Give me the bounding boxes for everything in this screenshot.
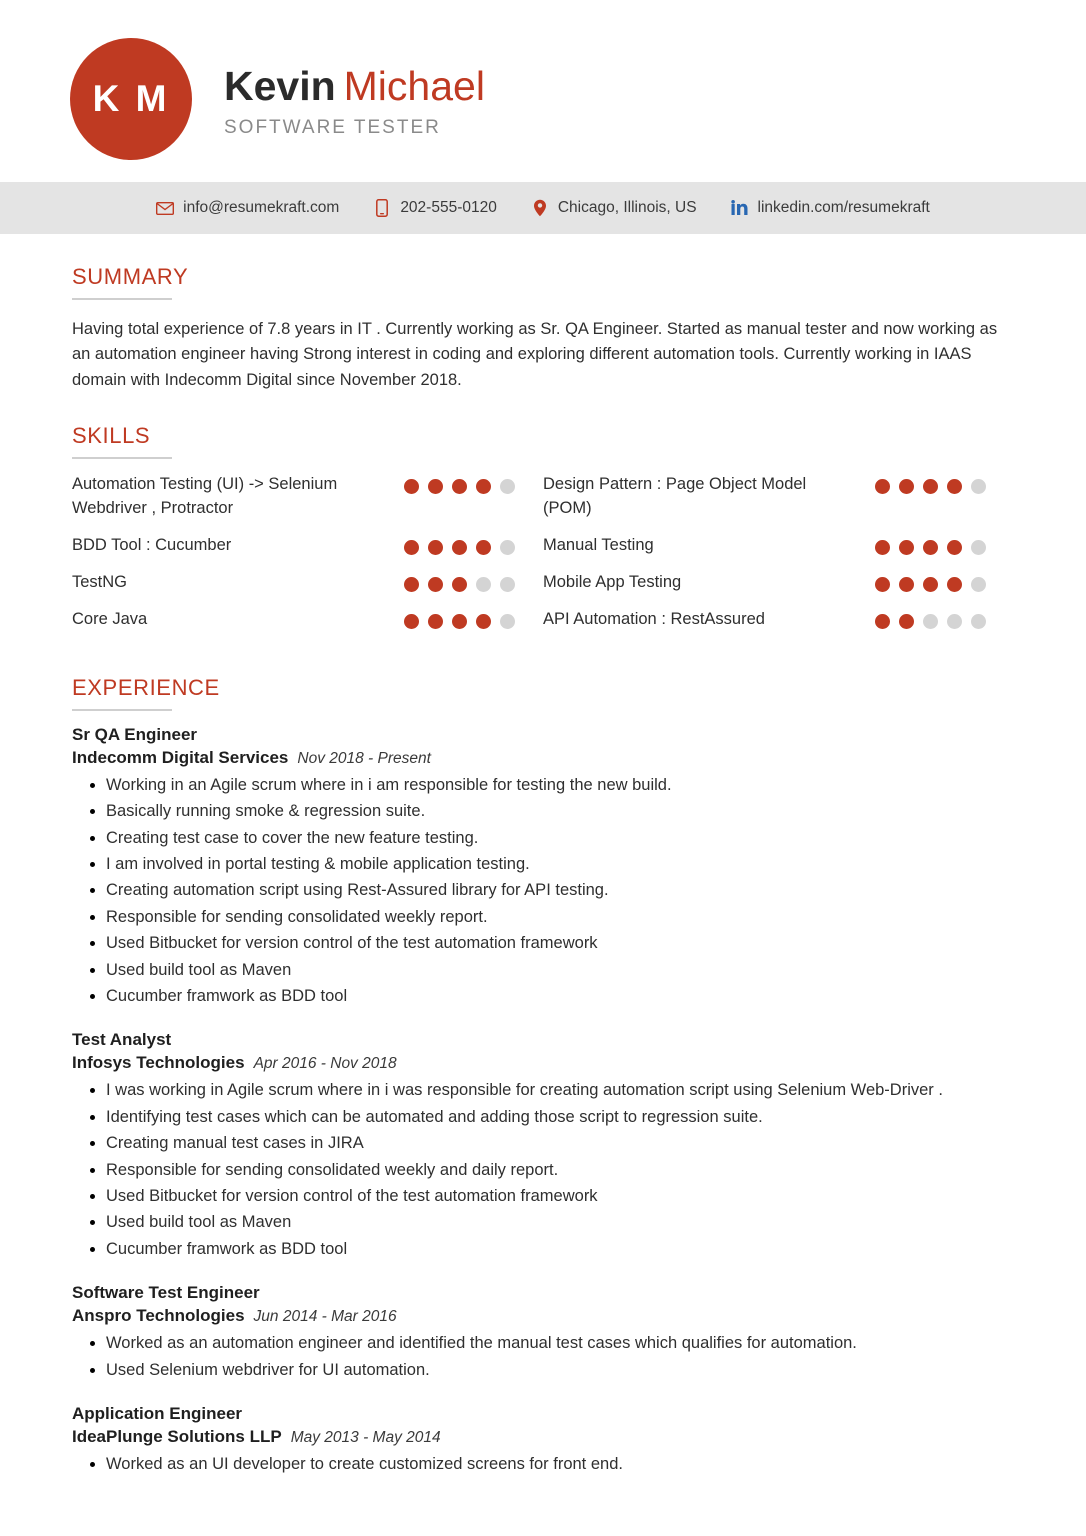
job-bullet: • I am involved in portal testing & mobile application testing. — [106, 852, 1014, 876]
rating-dot — [428, 614, 443, 629]
rating-dot — [452, 577, 467, 592]
rating-dot — [404, 614, 419, 629]
job-bullets — [72, 1331, 1014, 1382]
resume-header — [0, 0, 1086, 182]
skill-rating — [875, 473, 986, 494]
experience-item — [72, 1404, 1014, 1476]
contact-phone-text: 202-555-0120 — [400, 199, 497, 216]
location-pin-icon — [531, 199, 549, 217]
job-bullet: • Basically running smoke & regression suite. — [106, 799, 1014, 823]
rating-dot — [875, 614, 890, 629]
job-bullet: • Cucumber framwork as BDD tool — [106, 1237, 1014, 1261]
rating-dot — [971, 540, 986, 555]
job-bullet: • Identifying test cases which can be automated and adding those script to regression suite. — [106, 1105, 1014, 1129]
job-bullet: • Used build tool as Maven — [106, 958, 1014, 982]
job-bullet: • Creating automation script using Rest-Assured library for API testing. — [106, 878, 1014, 902]
job-bullets — [72, 773, 1014, 1009]
skill-row — [543, 608, 1014, 632]
resume-body — [0, 264, 1086, 1477]
experience-item — [72, 1283, 1014, 1382]
rating-dot — [971, 614, 986, 629]
rating-dot — [947, 614, 962, 629]
first-name: Kevin — [224, 63, 336, 110]
rating-dot — [947, 479, 962, 494]
job-company: IdeaPlunge Solutions LLP — [72, 1427, 282, 1447]
rating-dot — [404, 479, 419, 494]
rating-dot — [452, 540, 467, 555]
skill-rating — [875, 571, 986, 592]
rating-dot — [428, 540, 443, 555]
job-bullets — [72, 1078, 1014, 1261]
skill-name: BDD Tool : Cucumber — [72, 536, 232, 555]
rating-dot — [875, 577, 890, 592]
rating-dot — [428, 479, 443, 494]
experience-heading: EXPERIENCE — [72, 674, 220, 700]
job-meta — [72, 1306, 1014, 1326]
skills-divider — [72, 457, 172, 459]
rating-dot — [923, 479, 938, 494]
skill-row — [72, 571, 543, 595]
summary-heading: SUMMARY — [72, 264, 189, 289]
job-bullet: • Used Bitbucket for version control of the test automation framework — [106, 931, 1014, 955]
job-role: Test Analyst — [72, 1030, 172, 1050]
job-role: Sr QA Engineer — [72, 724, 198, 744]
section-experience — [72, 675, 1014, 1477]
email-icon — [156, 199, 174, 217]
rating-dot — [500, 479, 515, 494]
rating-dot — [899, 479, 914, 494]
job-dates: Jun 2014 - Mar 2016 — [253, 1308, 397, 1326]
rating-dot — [500, 614, 515, 629]
job-bullet: • I was working in Agile scrum where in i was responsible for creating automation script using Selenium Web-Driver . — [106, 1078, 1014, 1102]
job-bullet: • Used Selenium webdriver for UI automation. — [106, 1358, 1014, 1382]
rating-dot — [452, 479, 467, 494]
job-bullet: • Responsible for sending consolidated weekly report. — [106, 905, 1014, 929]
rating-dot — [476, 479, 491, 494]
skills-column-right — [543, 473, 1014, 645]
rating-dot — [923, 577, 938, 592]
job-company: Infosys Technologies — [72, 1053, 245, 1073]
rating-dot — [899, 540, 914, 555]
contact-linkedin[interactable] — [731, 199, 930, 217]
contact-location-text: Chicago, Illinois, US — [557, 199, 697, 216]
job-company: Indecomm Digital Services — [72, 747, 289, 767]
job-bullet: • Cucumber framwork as BDD tool — [106, 984, 1014, 1008]
skill-rating — [404, 608, 515, 629]
job-bullet: • Worked as an automation engineer and identified the manual test cases which qualifies for automation. — [106, 1331, 1014, 1355]
skill-row — [72, 534, 543, 558]
last-name: Michael — [343, 63, 485, 110]
job-dates: Apr 2016 - Nov 2018 — [253, 1055, 397, 1073]
skill-name: Automation Testing (UI) -> Selenium Webdriver , Protractor — [72, 475, 338, 518]
rating-dot — [923, 614, 938, 629]
rating-dot — [452, 614, 467, 629]
skill-name: Mobile App Testing — [543, 572, 682, 591]
contact-linkedin-text: linkedin.com/resumekraft — [757, 199, 930, 216]
job-bullet: • Used build tool as Maven — [106, 1210, 1014, 1234]
contact-location[interactable] — [531, 199, 697, 217]
rating-dot — [500, 577, 515, 592]
rating-dot — [428, 577, 443, 592]
skill-name: API Automation : RestAssured — [543, 609, 765, 628]
avatar: K M — [70, 38, 192, 160]
job-bullet: • Working in an Agile scrum where in i am responsible for testing the new build. — [106, 773, 1014, 797]
full-name — [224, 65, 485, 108]
job-bullets — [72, 1452, 1014, 1476]
skill-row — [543, 534, 1014, 558]
contact-bar — [0, 182, 1086, 234]
job-meta — [72, 1053, 1014, 1073]
skill-name: Manual Testing — [543, 536, 654, 555]
skill-row — [543, 571, 1014, 595]
job-role: Software Test Engineer — [72, 1283, 260, 1303]
job-bullet: • Worked as an UI developer to create customized screens for front end. — [106, 1452, 1014, 1476]
experience-divider — [72, 709, 172, 711]
skill-rating — [404, 473, 515, 494]
rating-dot — [476, 540, 491, 555]
rating-dot — [404, 540, 419, 555]
rating-dot — [899, 577, 914, 592]
experience-item — [72, 1030, 1014, 1261]
skills-heading: SKILLS — [72, 423, 151, 449]
job-role: Application Engineer — [72, 1404, 243, 1424]
job-company: Anspro Technologies — [72, 1306, 245, 1326]
skill-name: Design Pattern : Page Object Model (POM) — [543, 475, 807, 518]
contact-phone[interactable] — [373, 199, 497, 217]
skill-rating — [875, 534, 986, 555]
job-dates: Nov 2018 - Present — [297, 749, 431, 767]
rating-dot — [923, 540, 938, 555]
job-bullet: • Creating test case to cover the new feature testing. — [106, 826, 1014, 850]
rating-dot — [947, 577, 962, 592]
rating-dot — [899, 614, 914, 629]
skill-name: TestNG — [72, 572, 128, 591]
rating-dot — [476, 577, 491, 592]
rating-dot — [971, 479, 986, 494]
skill-name: Core Java — [72, 609, 148, 628]
skill-rating — [404, 534, 515, 555]
skill-rating — [404, 571, 515, 592]
job-bullet: • Creating manual test cases in JIRA — [106, 1131, 1014, 1155]
phone-icon — [373, 199, 391, 217]
summary-text: Having total experience of 7.8 years in IT . Currently working as Sr. QA Engineer. Started as manual tester and now working as an automation engineer having Strong interest in coding and exploring different automation tools. Currently working in IAAS domain with Indecomm Digital since November 2018. — [72, 319, 998, 389]
rating-dot — [971, 577, 986, 592]
skill-rating — [875, 608, 986, 629]
skill-row — [543, 473, 1014, 521]
job-meta — [72, 748, 1014, 768]
job-title: SOFTWARE TESTER — [224, 116, 441, 138]
rating-dot — [404, 577, 419, 592]
rating-dot — [500, 540, 515, 555]
contact-email-text: info@resumekraft.com — [183, 199, 340, 216]
section-skills — [72, 423, 1014, 645]
section-summary — [72, 264, 1014, 393]
skills-column-left — [72, 473, 543, 645]
skill-row — [72, 473, 543, 521]
job-meta — [72, 1427, 1014, 1447]
summary-divider — [72, 298, 172, 300]
rating-dot — [875, 540, 890, 555]
rating-dot — [476, 614, 491, 629]
linkedin-icon — [731, 199, 749, 217]
name-block — [224, 59, 485, 138]
skill-row — [72, 608, 543, 632]
experience-item — [72, 725, 1014, 1009]
rating-dot — [947, 540, 962, 555]
contact-email[interactable] — [156, 199, 339, 217]
rating-dot — [875, 479, 890, 494]
experience-list — [72, 725, 1014, 1477]
job-bullet: • Responsible for sending consolidated weekly and daily report. — [106, 1158, 1014, 1182]
job-bullet: • Used Bitbucket for version control of the test automation framework — [106, 1184, 1014, 1208]
job-dates: May 2013 - May 2014 — [290, 1429, 441, 1447]
